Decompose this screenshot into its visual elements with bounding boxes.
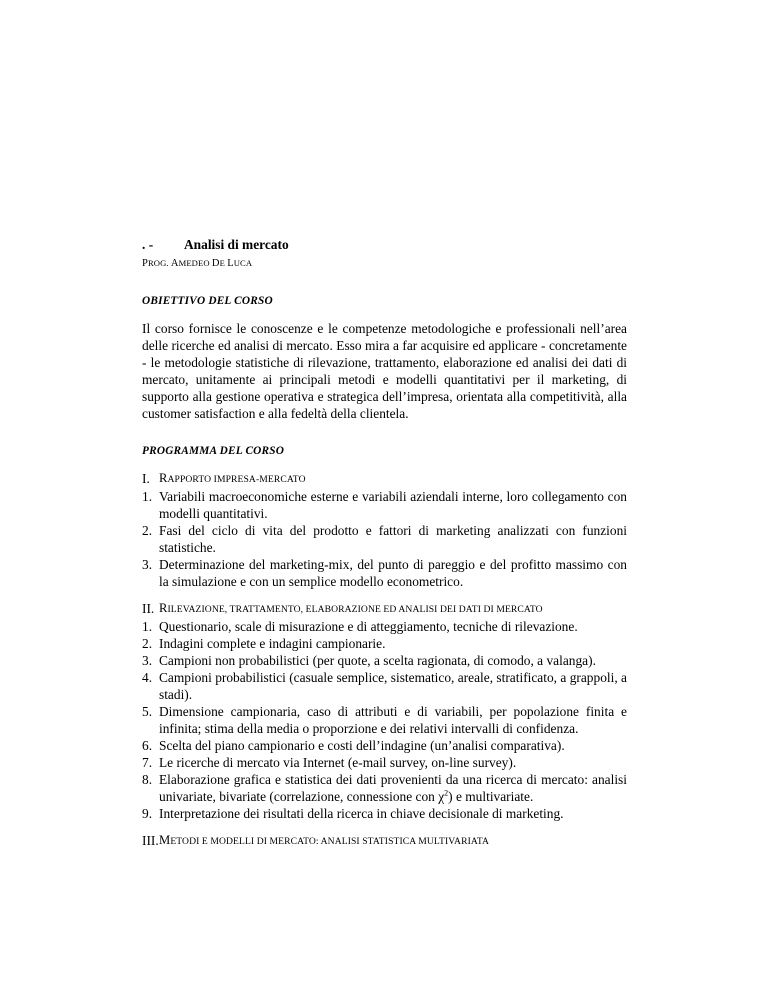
list-item-text: Indagini complete e indagini campionarie. [159, 636, 386, 651]
list-item [142, 771, 627, 805]
document-page [142, 236, 627, 850]
list-item-text: Interpretazione dei risultati della ricerca in chiave decisionale di marketing. [159, 806, 564, 821]
list-item-number: 2. [142, 523, 153, 538]
course-title: Analisi di mercato [184, 237, 289, 252]
part-title: METODI E MODELLI DI MERCATO: ANALISI STATISTICA MULTIVARIATA [159, 833, 490, 847]
list-item-number: 1. [142, 619, 153, 634]
list-item-text: Questionario, scale di misurazione e di atteggiamento, tecniche di rilevazione. [159, 619, 578, 634]
course-number: . - [142, 237, 154, 252]
part-number: III. [142, 833, 159, 848]
list-item-text: Campioni probabilistici (casuale semplice, sistematico, areale, stratificato, a grappoli, a stadi). [159, 670, 627, 702]
list-item-text: Determinazione del marketing-mix, del punto di pareggio e del profitto massimo con la simulazione e con un semplice modello econometrico. [159, 557, 627, 589]
program-part [142, 832, 627, 850]
list-item [142, 635, 627, 652]
part-item-list [142, 488, 627, 590]
list-item-number: 8. [142, 772, 153, 787]
part-number: I. [142, 471, 150, 486]
program-parts [142, 470, 627, 850]
list-item-number: 9. [142, 806, 153, 821]
list-item-text: Campioni non probabilistici (per quote, a scelta ragionata, di comodo, a valanga). [159, 653, 596, 668]
list-item-text: Le ricerche di mercato via Internet (e-mail survey, on-line survey). [159, 755, 517, 770]
list-item [142, 669, 627, 703]
list-item-number: 6. [142, 738, 153, 753]
list-item [142, 652, 627, 669]
professor-name: PROG. AMEDEO DE LUCA [142, 258, 253, 269]
list-item-number: 5. [142, 704, 153, 719]
list-item-number: 2. [142, 636, 153, 651]
list-item-text: Dimensione campionaria, caso di attributi e di variabili, per popolazione finita e infinita; stima della media o proporzione e dei relativi intervalli di confidenza. [159, 704, 627, 736]
list-item [142, 618, 627, 635]
part-number: II. [142, 601, 155, 616]
list-item-number: 3. [142, 557, 153, 572]
list-item-text: Fasi del ciclo di vita del prodotto e fattori di marketing analizzati con funzioni statistiche. [159, 523, 627, 555]
objective-heading: OBIETTIVO DEL CORSO [142, 295, 273, 307]
list-item-text: Variabili macroeconomiche esterne e variabili aziendali interne, loro collegamento con modelli quantitativi. [159, 489, 627, 521]
list-item [142, 488, 627, 522]
list-item [142, 522, 627, 556]
list-item-number: 3. [142, 653, 153, 668]
list-item-number: 4. [142, 670, 153, 685]
list-item [142, 805, 627, 822]
list-item-number: 7. [142, 755, 153, 770]
list-item-text: Elaborazione grafica e statistica dei dati provenienti da una ricerca di mercato: analisi univariate, bivariate (correlazione, connessione con $\chi^2$) e multivariate. [159, 772, 627, 804]
program-heading: PROGRAMMA DEL CORSO [142, 445, 285, 457]
objective-text: Il corso fornisce le conoscenze e le competenze metodologiche e professionali nell’area delle ricerche ed analisi di mercato. Esso mira a far acquisire ed applicare - concretamente - le metodologie statistiche di rilevazione, trattamento, elaborazione ed analisi dei dati di mercato, unitamente ai principali metodi e modelli quantitativi per il marketing, di supporto alla gestione operativa e strategica dell’impresa, orientata alla competitività, alla customer satisfaction e alla fedeltà della clientela. [142, 321, 627, 421]
list-item [142, 556, 627, 590]
list-item [142, 737, 627, 754]
part-title: RAPPORTO IMPRESA-MERCATO [159, 471, 306, 485]
list-item-number: 1. [142, 489, 153, 504]
part-item-list [142, 618, 627, 822]
program-part [142, 600, 627, 618]
list-item [142, 754, 627, 771]
program-part [142, 470, 627, 488]
course-header [142, 236, 627, 253]
list-item [142, 703, 627, 737]
part-title: RILEVAZIONE, TRATTAMENTO, ELABORAZIONE ED ANALISI DEI DATI DI MERCATO [159, 601, 543, 615]
list-item-text: Scelta del piano campionario e costi dell’indagine (un’analisi comparativa). [159, 738, 565, 753]
